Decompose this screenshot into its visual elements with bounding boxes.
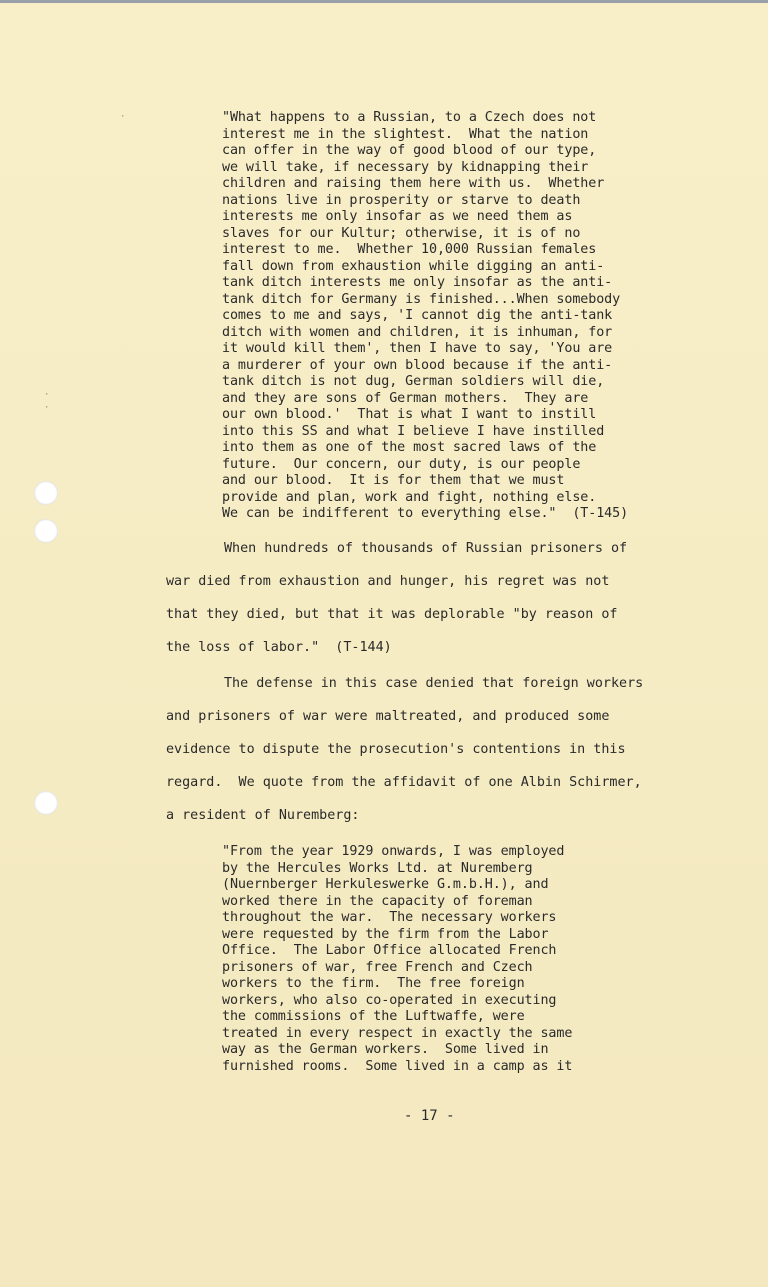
- paragraph-line: war died from exhaustion and hunger, his regret was not: [166, 574, 610, 589]
- margin-mark: ·: [44, 403, 50, 413]
- schirmer-affidavit-quote: "From the year 1929 onwards, I was employed by the Hercules Works Ltd. at Nuremberg (Nuernberger Herkuleswerke G.m.b.H.), and worked there in the capacity of foreman throughout the war. The necessary workers were requested by the firm from the Labor Office. The Labor Office allocated French prisoners of war, free French and Czech workers to the firm. The free foreign workers, who also co-operated in executing the commissions of the Luftwaffe, were treated in every respect in exactly the same way as the German workers. Some lived in furnished rooms. Some lived in a camp as it: [222, 844, 573, 1074]
- paragraph-line: a resident of Nuremberg:: [166, 808, 360, 823]
- margin-mark: ·: [44, 390, 50, 400]
- paragraph-line: and prisoners of war were maltreated, and produced some: [166, 709, 610, 724]
- paragraph-line: the loss of labor." (T-144): [166, 640, 392, 655]
- margin-mark: ·: [120, 112, 126, 122]
- himmler-quote-block: "What happens to a Russian, to a Czech does not interest me in the slightest. What the nation can offer in the way of good blood of our type, we will take, if necessary by kidnapping their children and raising them here with us. Whether nations live in prosperity or starve to death interests me only insofar as we need them as slaves for our Kultur; otherwise, it is of no interest to me. Whether 10,000 Russian females fall down from exhaustion while digging an anti- tank ditch interests me only insofar as the anti- tank ditch for Germany is finished...When somebody comes to me and says, 'I cannot dig the anti-tank ditch with women and children, it is inhuman, for it would kill them', then I have to say, 'You are a murderer of your own blood because if the anti- tank ditch is not dug, German soldiers will die, and they are sons of German mothers. They are our own blood.' That is what I want to instill into this SS and what I believe I have instilled into them as one of the most sacred laws of the future. Our concern, our duty, is our people and our blood. It is for them that we must provide and plan, work and fight, nothing else. We can be indifferent to everything else." (T-145): [222, 110, 629, 521]
- punch-hole: [34, 519, 58, 543]
- page-number: - 17 -: [404, 1108, 455, 1124]
- punch-hole: [34, 791, 58, 815]
- paragraph-line: evidence to dispute the prosecution's contentions in this: [166, 742, 626, 757]
- paragraph-line: When hundreds of thousands of Russian prisoners of: [224, 541, 628, 556]
- paragraph-line: regard. We quote from the affidavit of one Albin Schirmer,: [166, 775, 642, 790]
- paragraph-line: The defense in this case denied that foreign workers: [224, 676, 644, 691]
- paragraph-line: that they died, but that it was deplorable "by reason of: [166, 607, 618, 622]
- top-edge-rule: [0, 0, 768, 3]
- punch-hole: [34, 481, 58, 505]
